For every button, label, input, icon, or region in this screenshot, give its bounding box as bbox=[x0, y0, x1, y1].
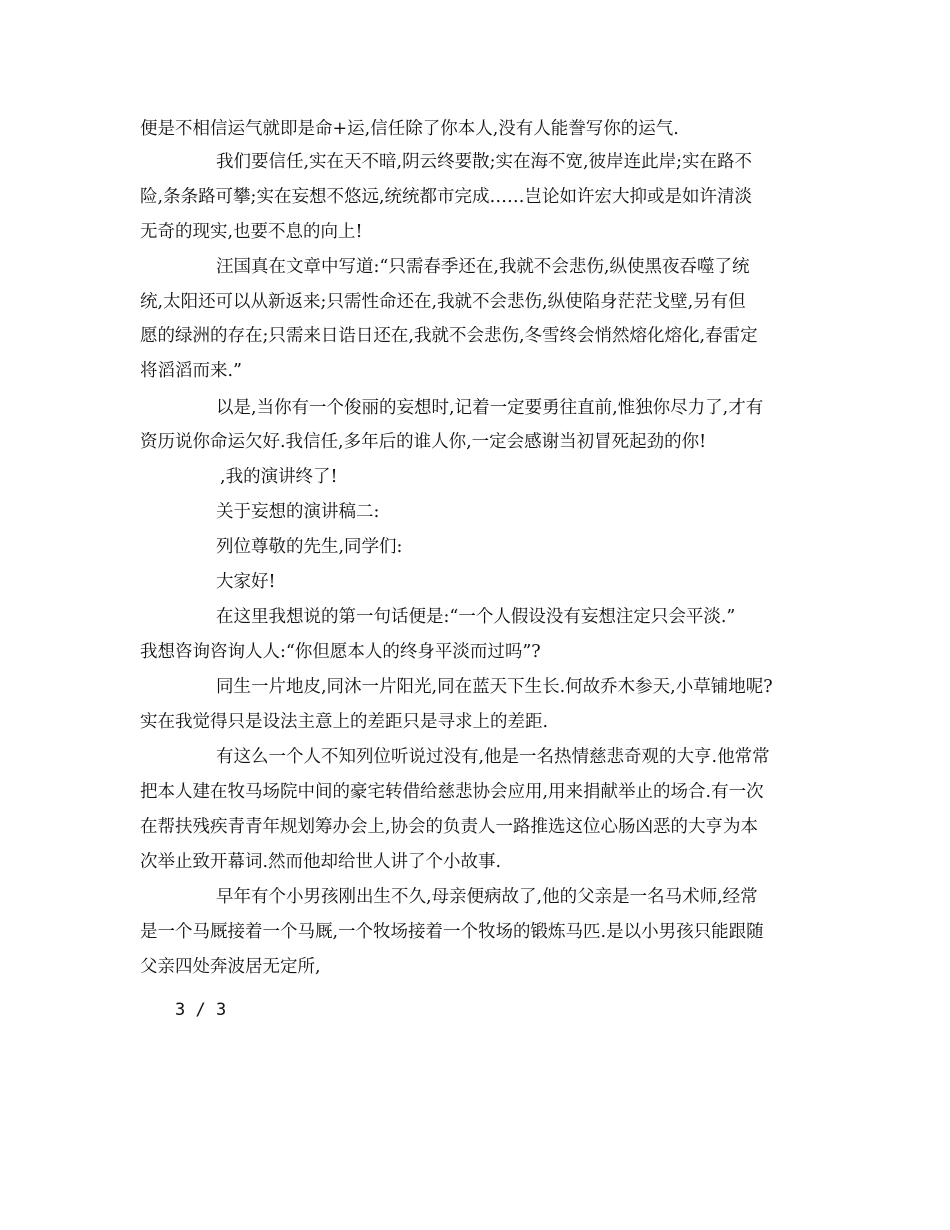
text-line: 有这么一个人不知列位听说过没有,他是一名热情慈悲奇观的大亨.他常常 bbox=[216, 747, 770, 767]
text-line: 汪国真在文章中写道:“只需春季还在,我就不会悲伤,纵使黑夜吞噬了统 bbox=[216, 257, 750, 277]
text-line: 资历说你命运欠好.我信任,多年后的谁人你,一定会感谢当初冒死起劲的你! bbox=[140, 432, 707, 452]
text-line: 把本人建在牧马场院中间的豪宅转借给慈悲协会应用,用来捐献举止的场合.有一次 bbox=[140, 782, 764, 802]
text-line: 在帮扶残疾青青年规划筹办会上,协会的负责人一路推选这位心肠凶恶的大亨为本 bbox=[140, 817, 759, 837]
section-heading: 关于妄想的演讲稿二: bbox=[216, 502, 380, 522]
text-line: 次举止致开幕词.然而他却给世人讲了个小故事. bbox=[140, 852, 502, 872]
text-line: 父亲四处奔波居无定所, bbox=[140, 957, 321, 977]
greeting: 大家好! bbox=[216, 572, 276, 592]
text-line: 我想咨询咨询人人:“你但愿本人的终身平淡而过吗”? bbox=[140, 642, 541, 662]
text-line: 统,太阳还可以从新返来;只需性命还在,我就不会悲伤,纵使陷身茫茫戈壁,另有但 bbox=[140, 292, 746, 312]
text-line: 以是,当你有一个俊丽的妄想时,记着一定要勇往直前,惟独你尽力了,才有 bbox=[216, 398, 764, 418]
text-line: 早年有个小男孩刚出生不久,母亲便病故了,他的父亲是一名马术师,经常 bbox=[216, 887, 758, 907]
text-line: 将滔滔而来.” bbox=[140, 361, 243, 381]
text-line: 无奇的现实,也要不息的向上! bbox=[140, 222, 363, 242]
salutation: 列位尊敬的先生,同学们: bbox=[216, 537, 403, 557]
text-line: 便是不相信运气就即是命+运,信任除了你本人,没有人能誊写你的运气. bbox=[140, 119, 679, 139]
text-line: 实在我觉得只是设法主意上的差距只是寻求上的差距. bbox=[140, 712, 549, 732]
text-line: 我们要信任,实在天不暗,阴云终要散;实在海不宽,彼岸连此岸;实在路不 bbox=[216, 152, 752, 172]
text-line: 愿的绿洲的存在;只需来日诰日还在,我就不会悲伤,冬雪终会悄然熔化熔化,春雷定 bbox=[140, 326, 758, 346]
text-line: 险,条条路可攀;实在妄想不悠远,统统都市完成……岂论如许宏大抑或是如许清淡 bbox=[140, 187, 753, 207]
text-line: 是一个马厩接着一个马厩,一个牧场接着一个牧场的锻炼马匹.是以小男孩只能跟随 bbox=[140, 922, 764, 942]
text-line: ,我的演讲终了! bbox=[220, 467, 338, 487]
page-number: 3 / 3 bbox=[175, 1000, 227, 1020]
text-line: 在这里我想说的第一句话便是:“一个人假设没有妄想注定只会平淡.” bbox=[216, 607, 736, 627]
text-line: 同生一片地皮,同沐一片阳光,同在蓝天下生长.何故乔木参天,小草铺地呢? bbox=[216, 677, 773, 697]
